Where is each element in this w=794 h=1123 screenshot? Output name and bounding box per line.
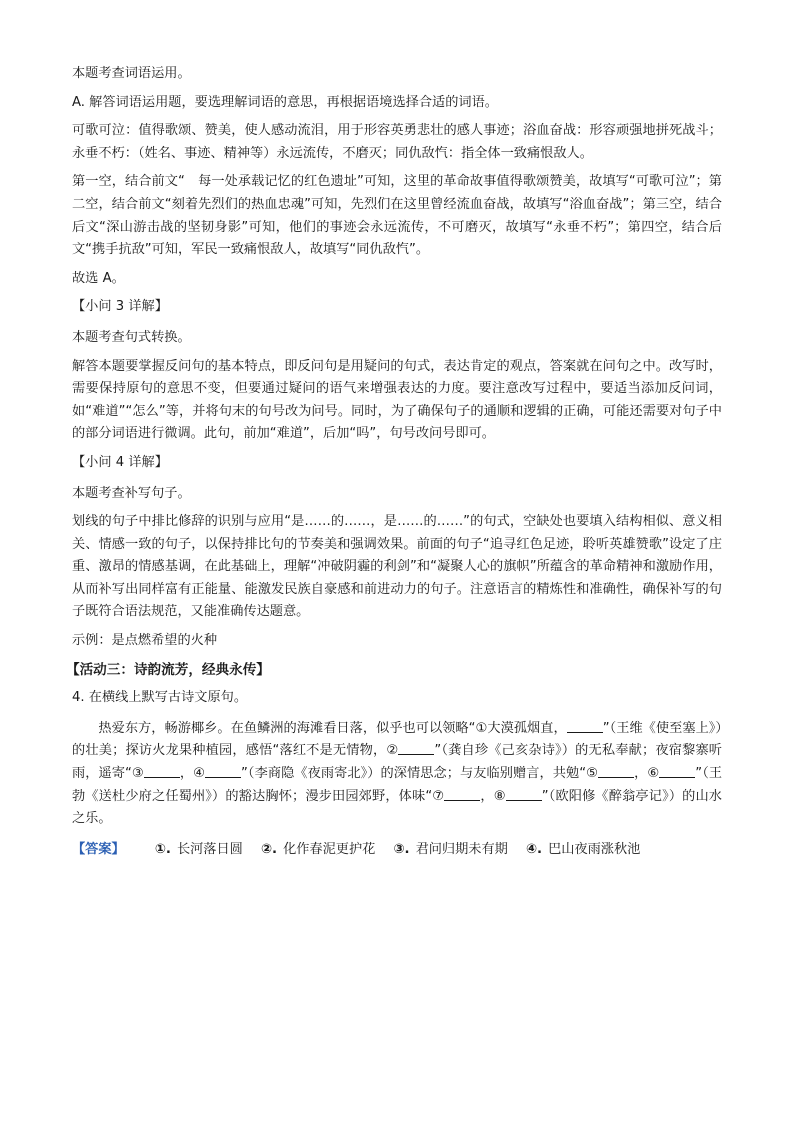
poetry-passage [72,718,722,831]
blank-8 [506,787,542,801]
paragraph: 故选 A。 [72,270,125,286]
example-answer: 示例：是点燃希望的火种 [72,633,218,649]
passage-text: ”（王维《使至塞上》）的壮美；探访火龙果种植园，感悟“落红不是无情物，② [72,720,723,759]
passage-text: ”（欧阳修《醉翁亭记》）的山水之乐。 [72,788,722,827]
q3-heading: 【小问 3 详解】 [72,299,168,315]
answer-number: ②. [260,841,278,857]
blank-6 [659,764,695,778]
passage-text: ，⑧ [480,788,506,804]
answer-text: 长河落日圆 [176,841,243,857]
answer-item [261,839,376,862]
q4-heading: 【小问 4 详解】 [72,454,168,470]
passage-text: ”（龚自珍《己亥杂诗》）的无私奉献；夜宿黎寨听雨，遥寄“③ [72,743,722,782]
passage-text: ”（李商隐《夜雨寄北》）的深情思念；与友临别赠言，共勉“⑤ [241,766,599,782]
answer-item [393,839,508,862]
passage-text: 热爱东方，畅游椰乡。在鱼鳞洲的海滩看日落，似乎也可以领略“①大漠孤烟直， [98,720,567,736]
answer-number: ①. [154,841,171,857]
answer-number: ③. [393,841,410,857]
blank-3 [144,764,180,778]
document-content [66,63,723,861]
answer-number: ④. [525,841,543,857]
blank-7 [444,787,480,801]
answer-tag: 【答案】 [72,841,125,857]
blank-2 [398,741,434,755]
paragraph: A. 解答词语运用题，要选理解词语的意思，再根据语境选择合适的词语。 [72,94,498,110]
answer-item [155,839,243,862]
blank-5 [598,764,634,778]
answer-row [72,839,722,862]
paragraph: 本题考查词语运用。 [72,66,191,81]
paragraph: 第一空，结合前文“ 每一处承载记忆的红色遗址”可知，这里的革命故事值得歌颂赞美，故填写“可歌可泣”；第二空，结合前文“刻着先烈们的热血忠魂”可知，先烈们在这里曾经流血奋战，故填写“浴血奋战”；第三空，结合后文“深山游击战的坚韧身影”可知，他们的事迹会永远流传，不可磨灭，故填写“永垂不朽”；第四空，结合后文“携手抗敌”可知，军民一致痛恨敌人，故填写“同仇敌忾”。 [72,174,722,258]
paragraph: 本题考查补写句子。 [72,485,191,501]
answer-text: 巴山夜雨涨秋池 [548,841,641,857]
passage-text: ，④ [179,766,206,782]
answer-text: 化作春泥更护花 [283,841,376,857]
paragraph: 解答本题要掌握反问句的基本特点，即反问句是用疑问的句式，表达肯定的观点，答案就在问句之中。改写时，需要保持原句的意思不变，但要通过疑问的语气来增强表达的力度。要注意改写过程中，要适当添加反问词，如“难道”“怎么”等，并将句末的句号改为问号。同时，为了确保句子的通顺和逻辑的正确，可能还需要对句子中的部分词语进行微调。此句，前加“难道”，后加“吗”，句号改问号即可。 [72,358,722,442]
answer-item [526,839,641,862]
blank-1 [567,719,603,733]
question-4: 4. 在横线上默写古诗文原句。 [72,690,248,706]
passage-text: ，⑥ [634,766,660,782]
passage-text: ”（王勃《送杜少府之任蜀州》）的豁达胸怀；漫步田园郊野，体味“⑦ [72,766,723,804]
paragraph: 可歌可泣：值得歌颂、赞美，使人感动流泪，用于形容英勇悲壮的感人事迹；浴血奋战：形容顽强地拼死战斗；永垂不朽：（姓名、事迹、精神等）永远流传，不磨灭；同仇敌忾：指全体一致痛恨敌人。 [72,123,722,161]
blank-4 [205,764,241,778]
paragraph: 划线的句子中排比修辞的识别与应用“是……的……，是……的……”的句式，空缺处也要填入结构相似、意义相关、情感一致的句子，以保持排比句的节奏美和强调效果。前面的句子“追寻红色足迹，聆听英雄赞歌”设定了庄重、激昂的情感基调，在此基础上，理解“冲破阴霾的利剑”和“凝聚人心的旗帜”所蕴含的革命精神和激励作用，从而补写出同样富有正能量、能激发民族自豪感和前进动力的句子。注意语言的精炼性和准确性，确保补写的句子既符合语法规范，又能准确传达题意。 [72,514,722,620]
activity-title: 【活动三：诗韵流芳，经典永传】 [66,661,270,678]
paragraph: 本题考查句式转换。 [72,329,191,345]
answer-text: 君问归期未有期 [415,841,508,857]
